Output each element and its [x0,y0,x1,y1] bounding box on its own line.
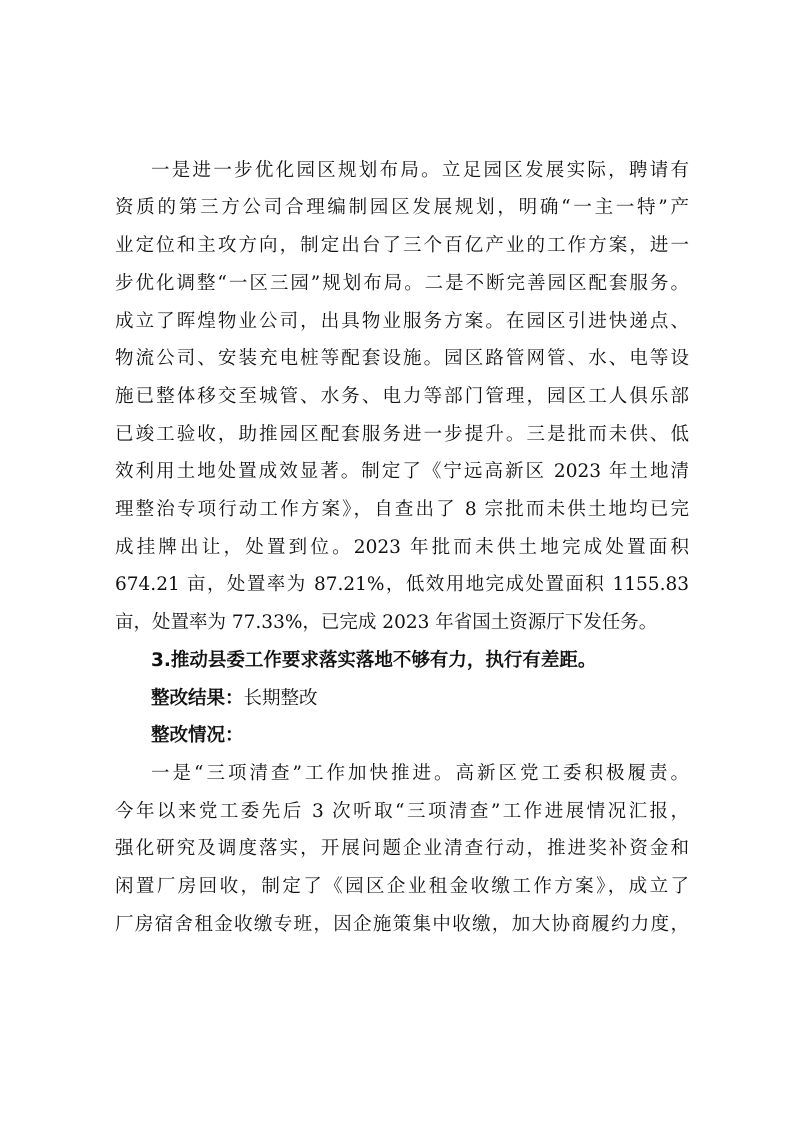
paragraph-line: 理整治专项行动工作方案》，自查出了 8 宗批而未供土地均已完 [115,499,689,520]
paragraph-line: 亩，处置率为 77.33%，已完成 2023 年省国土资源厅下发任务。 [115,612,658,633]
paragraph-line: 674.21 亩，处置率为 87.21%，低效用地完成处置面积 1155.83 [115,574,689,595]
paragraph-line: 一是“三项清查”工作加快推进。高新区党工委积极履责。 [151,763,689,784]
rectification-result [151,684,318,714]
paragraph-line: 成立了晖煌物业公司，出具物业服务方案。在园区引进快递点、 [115,311,689,332]
paragraph-line: 强化研究及调度落实，开展问题企业清查行动，推进奖补资金和 [115,838,689,859]
section-heading: 3.推动县委工作要求落实落地不够有力，执行有差距。 [151,650,597,671]
paragraph-line: 资质的第三方公司合理编制园区发展规划，明确“一主一特”产 [115,197,689,218]
paragraph-line: 物流公司、安装充电桩等配套设施。园区路管网管、水、电等设 [115,348,689,369]
result-value: 长期整改 [243,688,318,709]
paragraph-line: 施已整体移交至城管、水务、电力等部门管理，园区工人俱乐部 [115,386,689,407]
status-label: 整改情况： [151,725,244,746]
paragraph-line: 一是进一步优化园区规划布局。立足园区发展实际，聘请有 [151,160,689,181]
paragraph-line: 步优化调整“一区三园”规划布局。二是不断完善园区配套服务。 [115,273,689,294]
paragraph-line: 闲置厂房回收，制定了《园区企业租金收缴工作方案》，成立了 [115,876,689,897]
paragraph-line: 已竣工验收，助推园区配套服务进一步提升。三是批而未供、低 [115,424,689,445]
paragraph-line: 业定位和主攻方向，制定出台了三个百亿产业的工作方案，进一 [115,235,689,256]
paragraph-line: 效利用土地处置成效显著。制定了《宁远高新区 2023 年土地清 [115,461,689,482]
paragraph-line: 厂房宿舍租金收缴专班，因企施策集中收缴，加大协商履约力度， [115,914,689,935]
result-label: 整改结果： [151,688,244,709]
paragraph-line: 成挂牌出让，处置到位。2023 年批而未供土地完成处置面积 [115,537,689,558]
paragraph-line: 今年以来党工委先后 3 次听取“三项清查”工作进展情况汇报， [115,801,689,822]
